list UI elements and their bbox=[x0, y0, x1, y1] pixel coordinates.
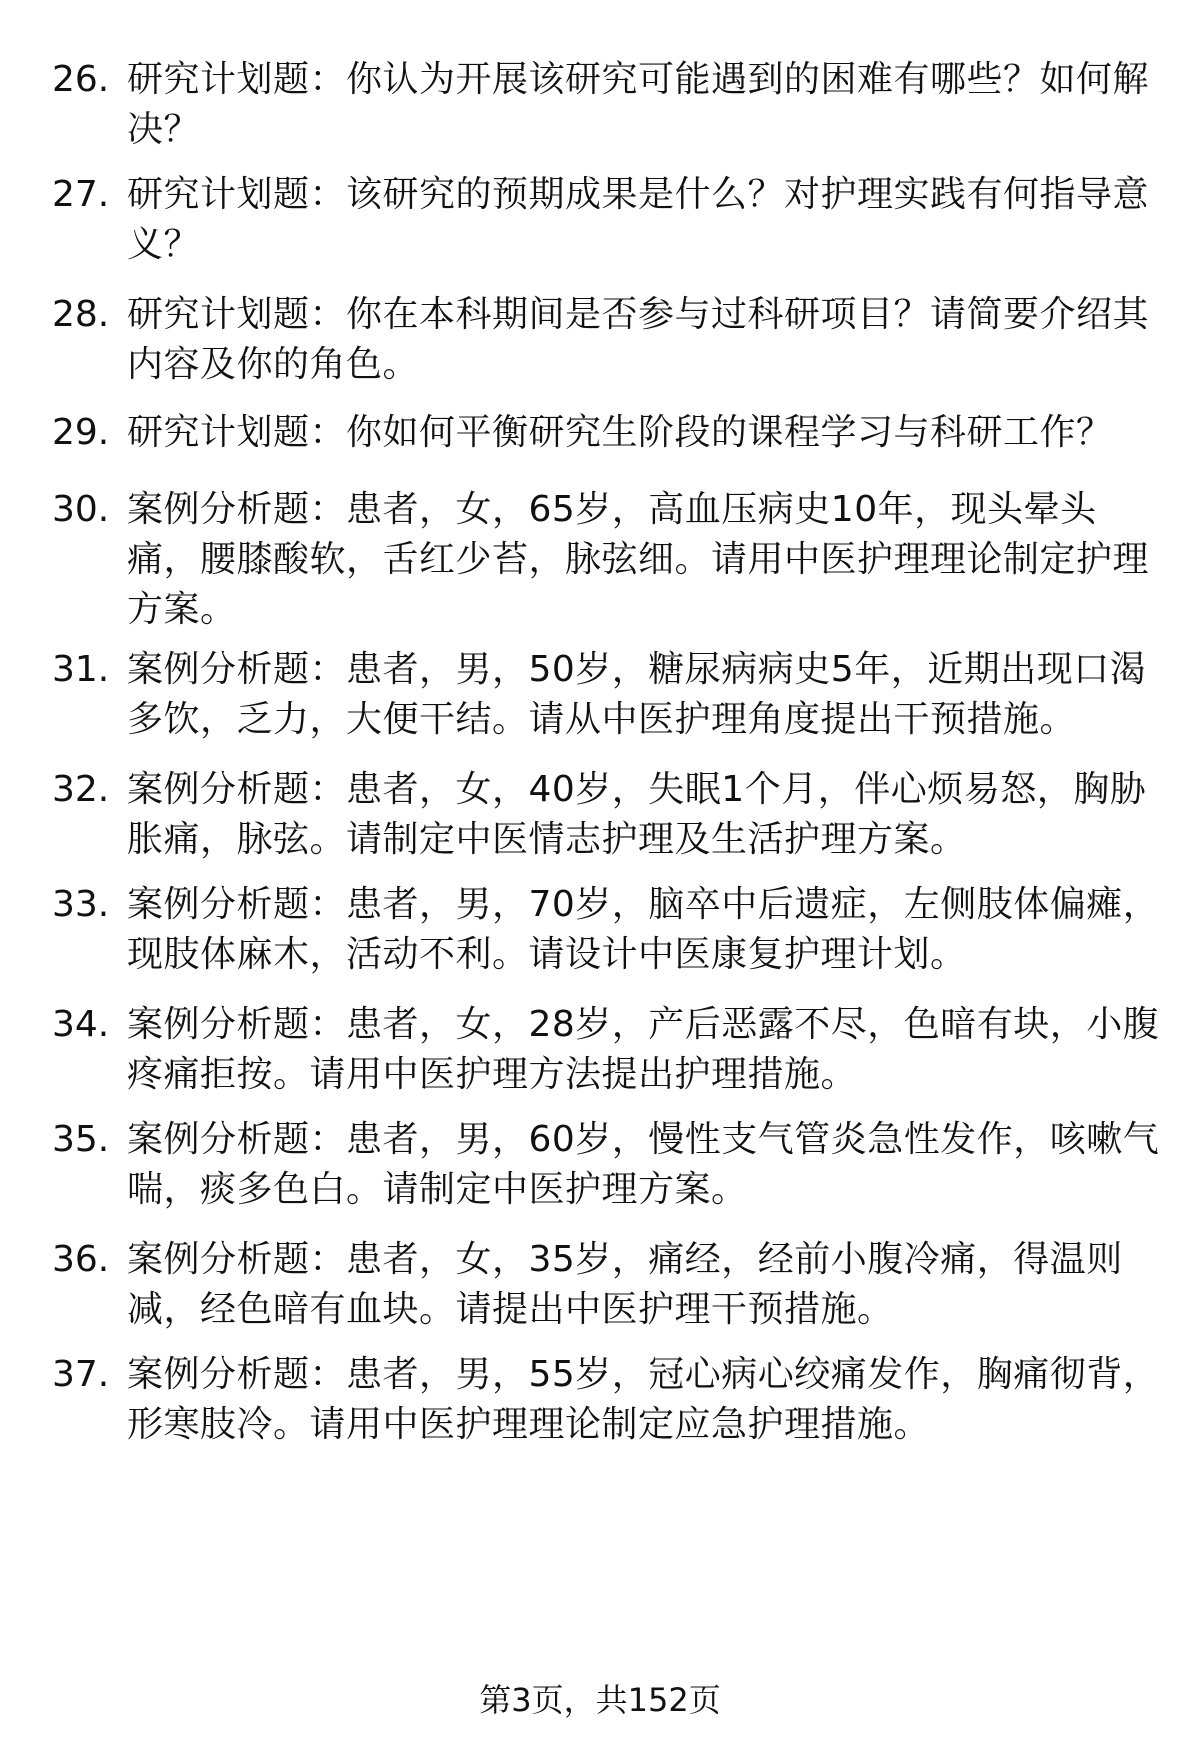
question-text: 案例分析题：患者，女，65岁，高血压病史10年，现头晕头痛，腰膝酸软，舌红少苔，脉弦细。请用中医护理理论制定护理方案。 bbox=[127, 489, 1150, 630]
question-text: 研究计划题：你认为开展该研究可能遇到的困难有哪些？如何解决？ bbox=[127, 59, 1150, 150]
question-number: 34. bbox=[52, 1004, 110, 1045]
question-text: 案例分析题：患者，男，70岁，脑卒中后遗症，左侧肢体偏瘫，现肢体麻木，活动不利。请设计中医康复护理计划。 bbox=[127, 884, 1160, 975]
question-number: 30. bbox=[52, 489, 110, 530]
question-text: 案例分析题：患者，男，60岁，慢性支气管炎急性发作，咳嗽气喘，痰多色白。请制定中医护理方案。 bbox=[127, 1119, 1160, 1210]
question-text: 案例分析题：患者，男，50岁，糖尿病病史5年，近期出现口渴多饮，乏力，大便干结。请从中医护理角度提出干预措施。 bbox=[127, 649, 1147, 740]
question-number: 26. bbox=[52, 59, 110, 100]
question-text: 研究计划题：你在本科期间是否参与过科研项目？请简要介绍其内容及你的角色。 bbox=[127, 294, 1150, 385]
question-text: 案例分析题：患者，男，55岁，冠心病心绞痛发作，胸痛彻背，形寒肢冷。请用中医护理理论制定应急护理措施。 bbox=[127, 1354, 1160, 1445]
question-text: 研究计划题：你如何平衡研究生阶段的课程学习与科研工作？ bbox=[127, 412, 1113, 453]
question-number: 35. bbox=[52, 1119, 110, 1160]
question-number: 33. bbox=[52, 884, 110, 925]
question-text: 案例分析题：患者，女，28岁，产后恶露不尽，色暗有块，小腹疼痛拒按。请用中医护理方法提出护理措施。 bbox=[127, 1004, 1160, 1095]
question-number: 29. bbox=[52, 412, 110, 453]
question-number: 27. bbox=[52, 174, 110, 215]
question-number: 28. bbox=[52, 294, 110, 335]
question-text: 案例分析题：患者，女，35岁，痛经，经前小腹冷痛，得温则减，经色暗有血块。请提出中医护理干预措施。 bbox=[127, 1239, 1123, 1330]
question-text: 研究计划题：该研究的预期成果是什么？对护理实践有何指导意义？ bbox=[127, 174, 1150, 265]
question-number: 32. bbox=[52, 769, 110, 810]
page-number: 第3页，共152页 bbox=[479, 1681, 721, 1719]
question-text: 案例分析题：患者，女，40岁，失眠1个月，伴心烦易怒，胸胁胀痛，脉弦。请制定中医情志护理及生活护理方案。 bbox=[127, 769, 1147, 860]
question-number: 36. bbox=[52, 1239, 110, 1280]
question-number: 37. bbox=[52, 1354, 110, 1395]
question-number: 31. bbox=[52, 649, 110, 690]
